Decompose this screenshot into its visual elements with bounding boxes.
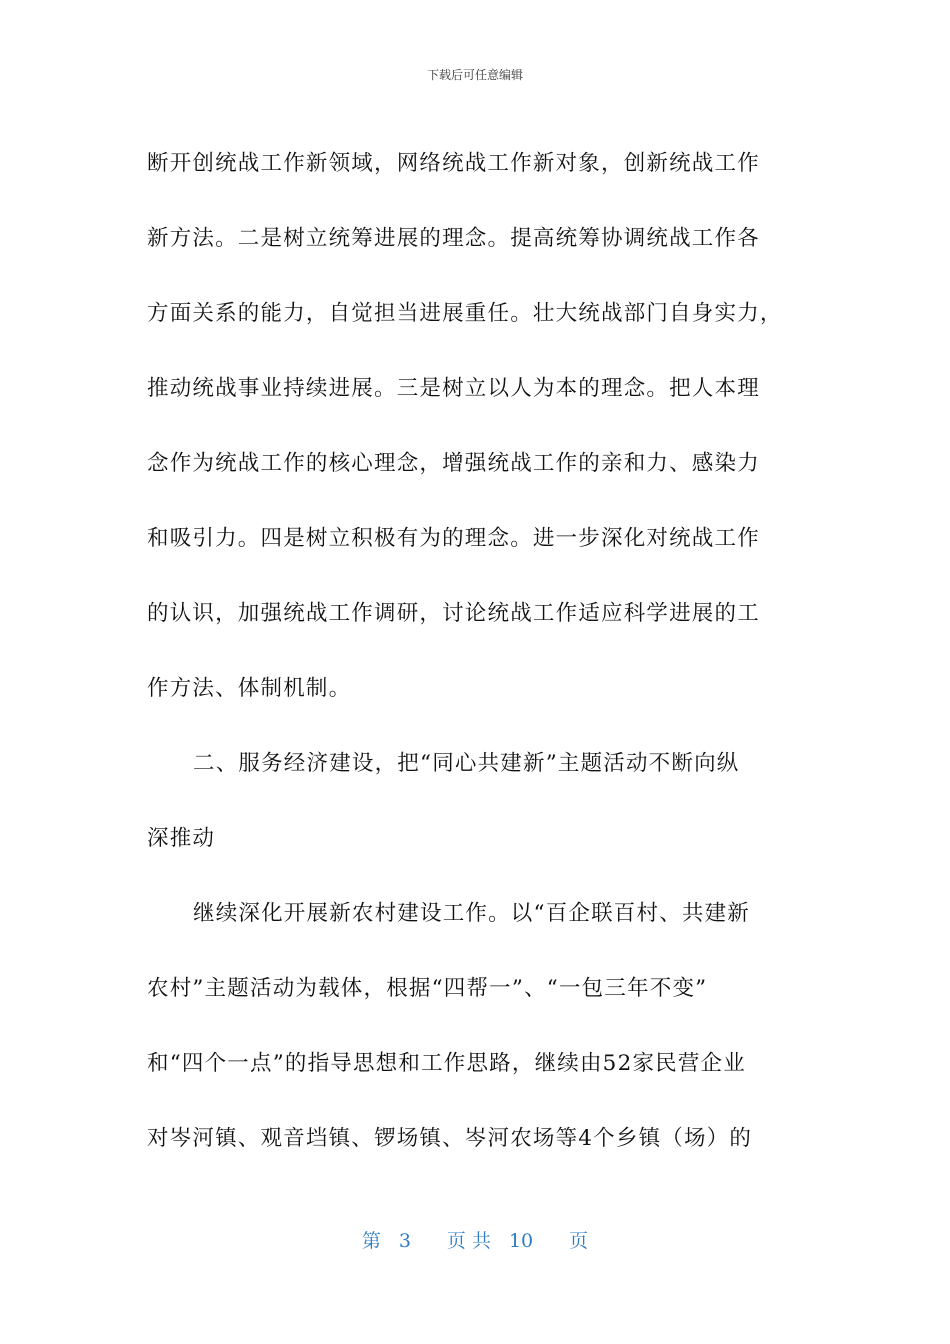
page-prefix: 第 xyxy=(361,1230,381,1252)
page-suffix: 页 xyxy=(569,1230,589,1252)
body-line: 和“四个一点”的指导思想和工作思路，继续由52家民营企业 xyxy=(147,1051,746,1076)
body-line: 继续深化开展新农村建设工作。以“百企联百村、共建新 xyxy=(193,901,750,926)
body-line: 方面关系的能力，自觉担当进展重任。壮大统战部门自身实力， xyxy=(147,301,783,326)
body-line: 念作为统战工作的核心理念，增强统战工作的亲和力、感染力 xyxy=(147,451,760,476)
body-line: 断开创统战工作新领域，网络统战工作新对象，创新统战工作 xyxy=(147,151,760,176)
page-middle: 页 共 xyxy=(446,1230,491,1252)
page-total: 10 xyxy=(508,1230,534,1252)
body-line: 对岑河镇、观音垱镇、锣场镇、岑河农场等4个乡镇（场）的 xyxy=(147,1126,753,1151)
body-line: 和吸引力。四是树立积极有为的理念。进一步深化对统战工作 xyxy=(147,526,760,551)
body-line: 推动统战事业持续进展。三是树立以人为本的理念。把人本理 xyxy=(147,376,760,401)
page-current: 3 xyxy=(398,1230,411,1252)
page-footer xyxy=(0,1226,950,1253)
section-heading-line: 深推动 xyxy=(147,826,216,851)
body-line: 农村”主题活动为载体，根据“四帮一”、“一包三年不变” xyxy=(147,976,708,1001)
body-line: 作方法、体制机制。 xyxy=(147,676,352,701)
document-body xyxy=(147,126,807,1176)
body-line: 的认识，加强统战工作调研，讨论统战工作适应科学进展的工 xyxy=(147,601,760,626)
section-heading-line: 二、服务经济建设，把“同心共建新”主题活动不断向纵 xyxy=(193,751,740,776)
page-header: 下载后可任意编辑 xyxy=(426,68,523,82)
body-line: 新方法。二是树立统筹进展的理念。提高统筹协调统战工作各 xyxy=(147,226,760,251)
